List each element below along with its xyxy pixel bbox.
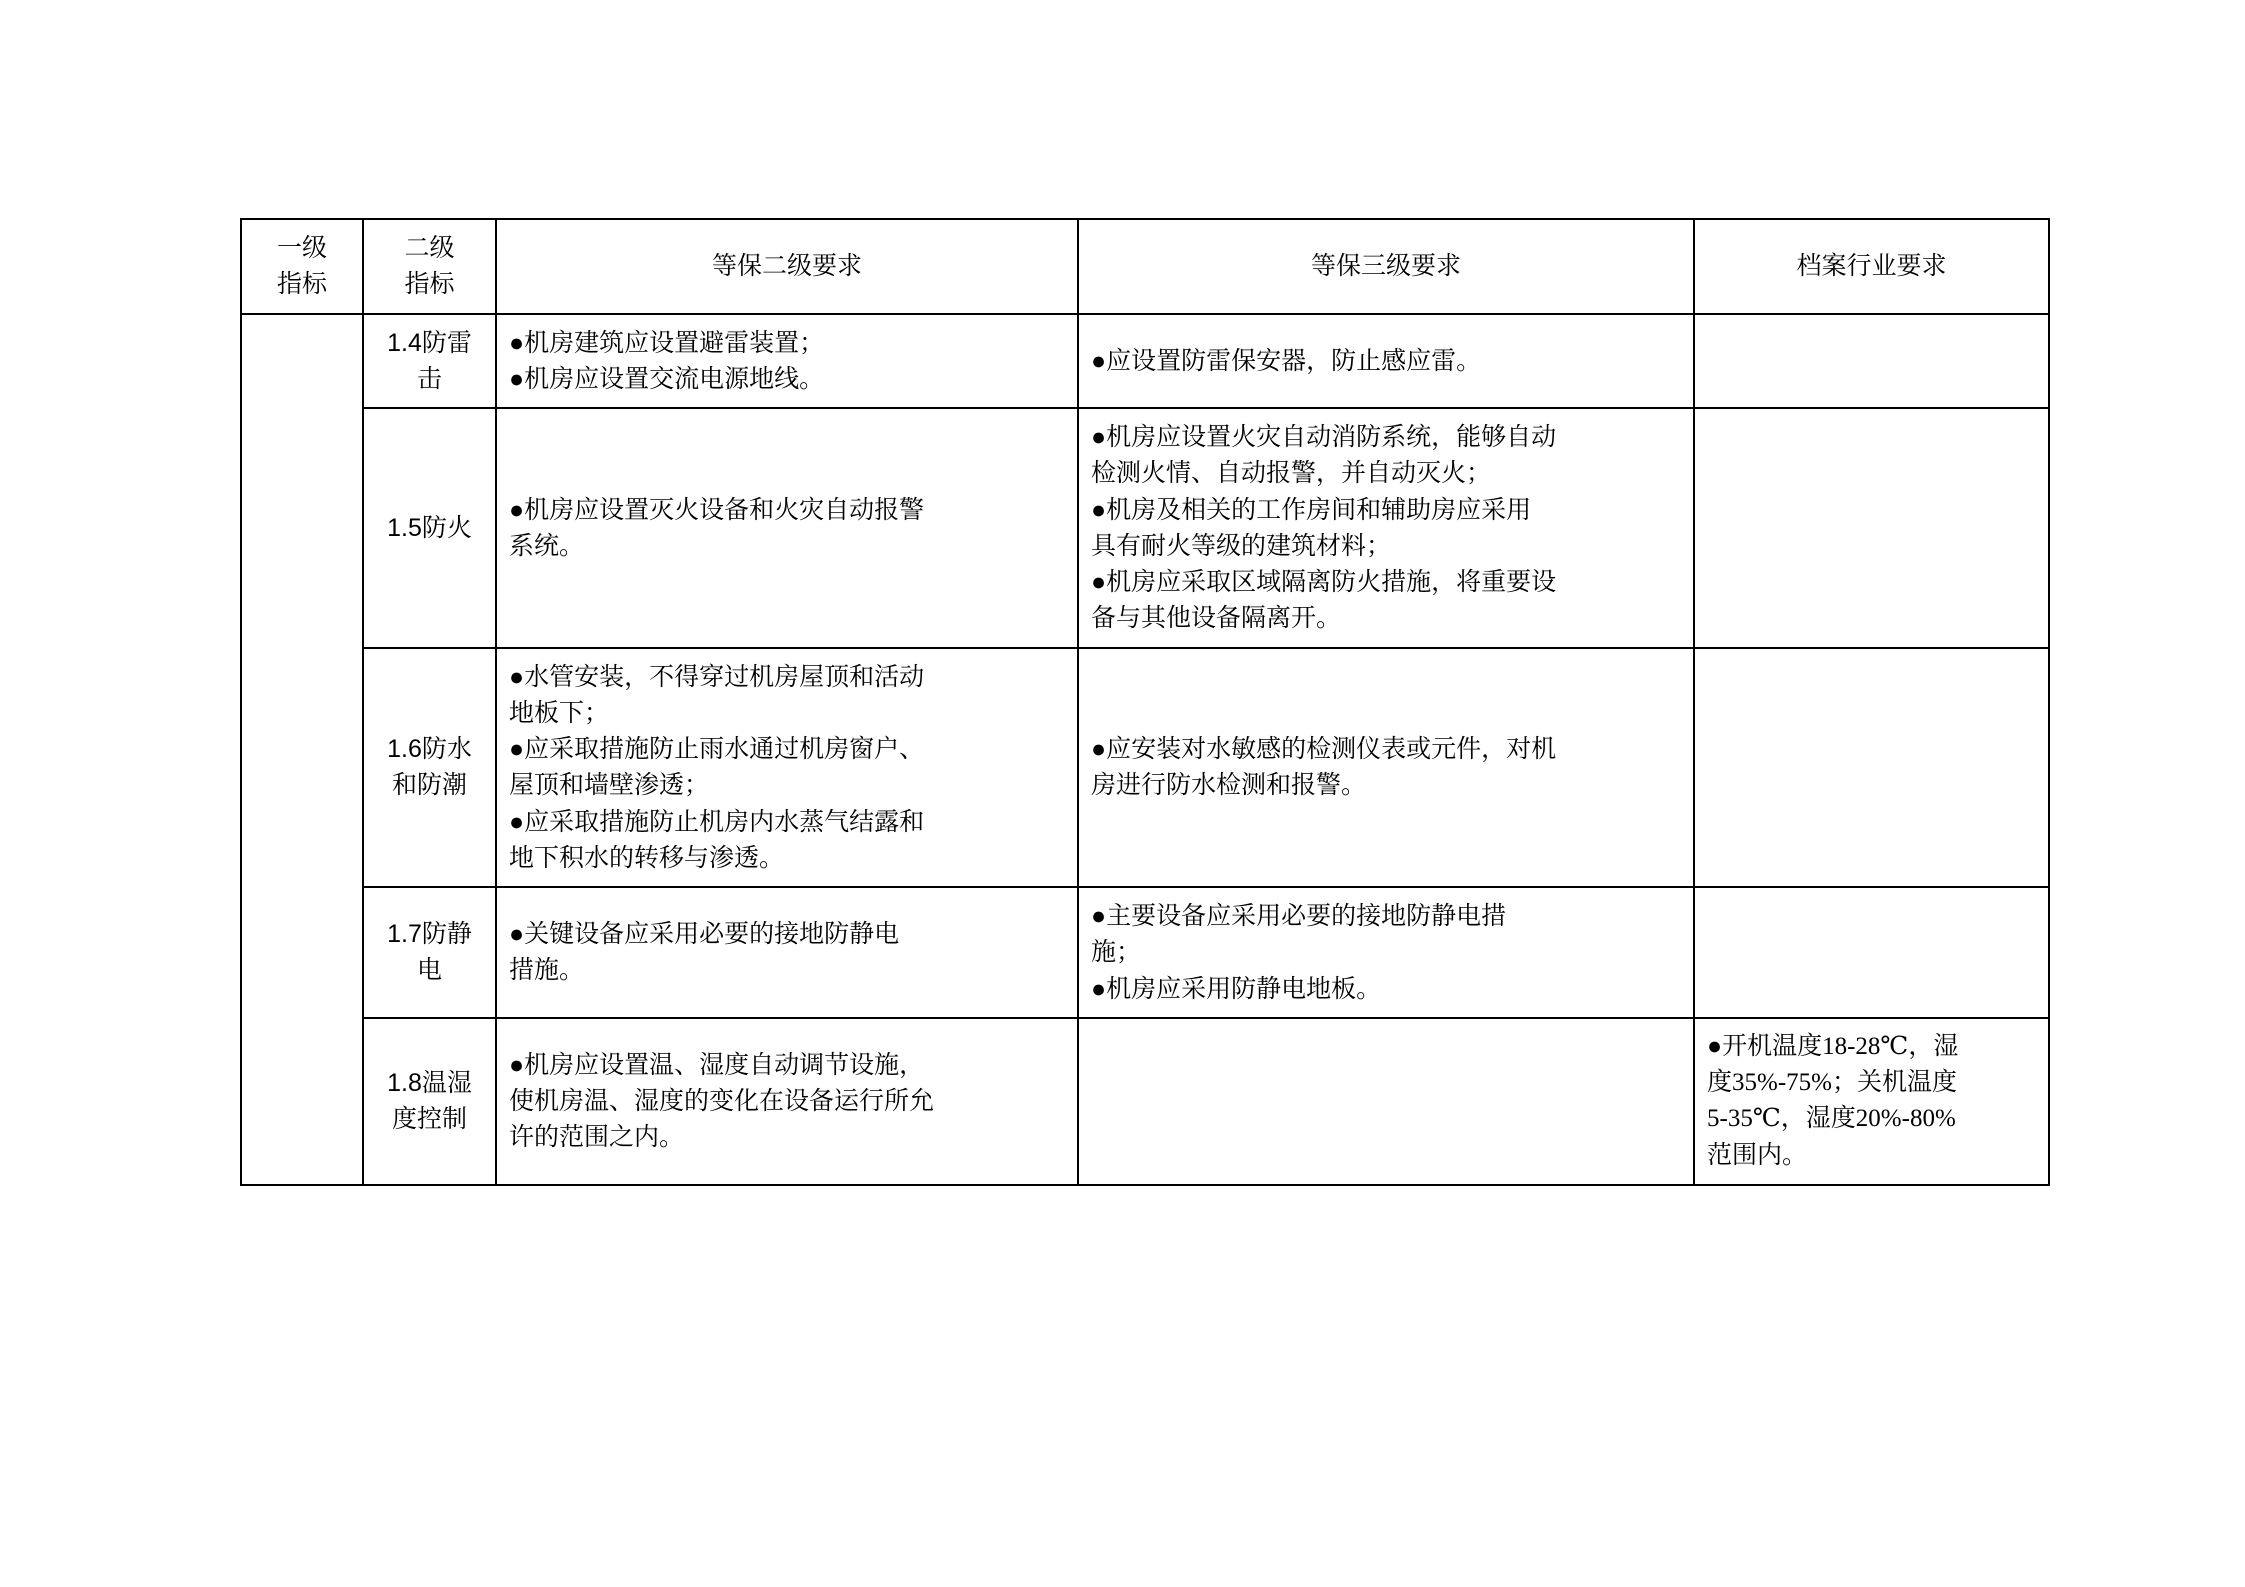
- column-header-level1: [241, 219, 363, 314]
- requirement-line: ●水管安装，不得穿过机房屋顶和活动: [509, 662, 925, 691]
- column-header-level2: [363, 219, 496, 314]
- cell-level1-indicator: [241, 314, 363, 1185]
- cell-archive-requirement: [1694, 408, 2049, 648]
- requirement-line: 备与其他设备隔离开。: [1091, 604, 1342, 633]
- cell-grade2-requirement: [496, 1018, 1078, 1185]
- cell-level2-line1: 1.4防雷: [387, 328, 472, 357]
- column-header-level2-line2: 指标: [404, 270, 455, 299]
- requirement-line: ●应采取措施防止雨水通过机房窗户、: [509, 735, 925, 763]
- requirement-line: ●机房应采用防静电地板。: [1091, 974, 1382, 1003]
- cell-level2-line1: 1.7防静: [387, 920, 472, 949]
- requirement-line: ●主要设备应采用必要的接地防静电措: [1091, 902, 1507, 930]
- requirement-line: ●机房应设置交流电源地线。: [509, 364, 825, 393]
- column-header-archive: 档案行业要求: [1694, 219, 2049, 314]
- requirement-line: ●机房应设置温、湿度自动调节设施，: [509, 1050, 925, 1079]
- requirement-line: 地板下；: [509, 698, 610, 727]
- cell-level2-indicator: [363, 887, 496, 1018]
- requirement-line: ●机房及相关的工作房间和辅助房应采用: [1091, 495, 1532, 524]
- requirement-line: 屋顶和墙壁渗透；: [509, 771, 710, 800]
- column-header-grade2: 等保二级要求: [496, 219, 1078, 314]
- cell-level2-line2: 和防潮: [391, 771, 467, 800]
- cell-grade2-requirement: [496, 314, 1078, 409]
- requirement-line: 范围内。: [1707, 1141, 1808, 1169]
- column-header-level1-line2: 指标: [276, 270, 327, 299]
- requirement-line: 5-35℃，湿度20%-80%: [1707, 1105, 1956, 1133]
- column-header-level2-line1: 二级: [404, 234, 455, 262]
- cell-level2-line1: 1.5防火: [387, 513, 472, 542]
- requirement-line: ●应设置防雷保安器，防止感应雷。: [1091, 346, 1482, 375]
- requirement-line: ●机房建筑应设置避雷装置；: [509, 328, 825, 357]
- requirement-line: 地下积水的转移与渗透。: [509, 843, 785, 872]
- requirements-table: [240, 218, 2050, 1186]
- requirement-line: 许的范围之内。: [509, 1123, 685, 1152]
- requirement-line: 度35%-75%；关机温度: [1707, 1069, 1957, 1096]
- requirement-line: ●关键设备应采用必要的接地防静电: [509, 920, 900, 949]
- requirement-line: 措施。: [509, 956, 585, 985]
- cell-level2-line1: 1.8温湿: [387, 1069, 472, 1097]
- cell-archive-requirement: [1694, 887, 2049, 1018]
- requirement-line: ●机房应设置火灾自动消防系统，能够自动: [1091, 423, 1557, 451]
- cell-level2-indicator: [363, 1018, 496, 1185]
- column-header-level1-line1: 一级: [276, 234, 327, 262]
- cell-grade2-requirement: [496, 887, 1078, 1018]
- table-body: [241, 314, 2049, 1185]
- table-row: [241, 887, 2049, 1018]
- requirement-line: ●机房应设置灭火设备和火灾自动报警: [509, 495, 925, 524]
- requirement-line: 系统。: [509, 531, 585, 560]
- requirement-line: ●应采取措施防止机房内水蒸气结露和: [509, 807, 925, 836]
- cell-archive-requirement: [1694, 1018, 2049, 1185]
- cell-grade3-requirement: [1078, 408, 1694, 648]
- cell-grade2-requirement: [496, 648, 1078, 888]
- table-row: [241, 314, 2049, 409]
- column-header-grade3: 等保三级要求: [1078, 219, 1694, 314]
- requirement-line: 房进行防水检测和报警。: [1091, 771, 1367, 800]
- table-row: [241, 1018, 2049, 1185]
- table-row: [241, 648, 2049, 888]
- requirements-table-container: [240, 218, 2048, 1186]
- requirement-line: ●应安装对水敏感的检测仪表或元件，对机: [1091, 735, 1557, 763]
- cell-archive-requirement: [1694, 648, 2049, 888]
- cell-level2-line1: 1.6防水: [387, 735, 472, 763]
- cell-level2-line2: 度控制: [391, 1105, 467, 1134]
- requirement-line: ●开机温度18-28℃，湿: [1707, 1032, 1959, 1060]
- cell-level2-indicator: [363, 408, 496, 648]
- requirement-line: ●机房应采取区域隔离防火措施，将重要设: [1091, 568, 1557, 596]
- requirement-line: 施；: [1091, 938, 1142, 967]
- requirement-line: 检测火情、自动报警，并自动灭火；: [1091, 459, 1492, 488]
- requirement-line: 具有耐火等级的建筑材料；: [1091, 531, 1392, 560]
- requirement-line: 使机房温、湿度的变化在设备运行所允: [509, 1087, 935, 1116]
- cell-grade3-requirement: [1078, 887, 1694, 1018]
- table-header-row: [241, 219, 2049, 314]
- cell-level2-line2: 电: [416, 956, 442, 985]
- cell-archive-requirement: [1694, 314, 2049, 409]
- cell-grade3-requirement: [1078, 648, 1694, 888]
- cell-level2-line2: 击: [416, 364, 442, 393]
- table-header: [241, 219, 2049, 314]
- cell-grade3-requirement: [1078, 314, 1694, 409]
- cell-grade2-requirement: [496, 408, 1078, 648]
- cell-level2-indicator: [363, 648, 496, 888]
- cell-level2-indicator: [363, 314, 496, 409]
- table-row: [241, 408, 2049, 648]
- cell-grade3-requirement: [1078, 1018, 1694, 1185]
